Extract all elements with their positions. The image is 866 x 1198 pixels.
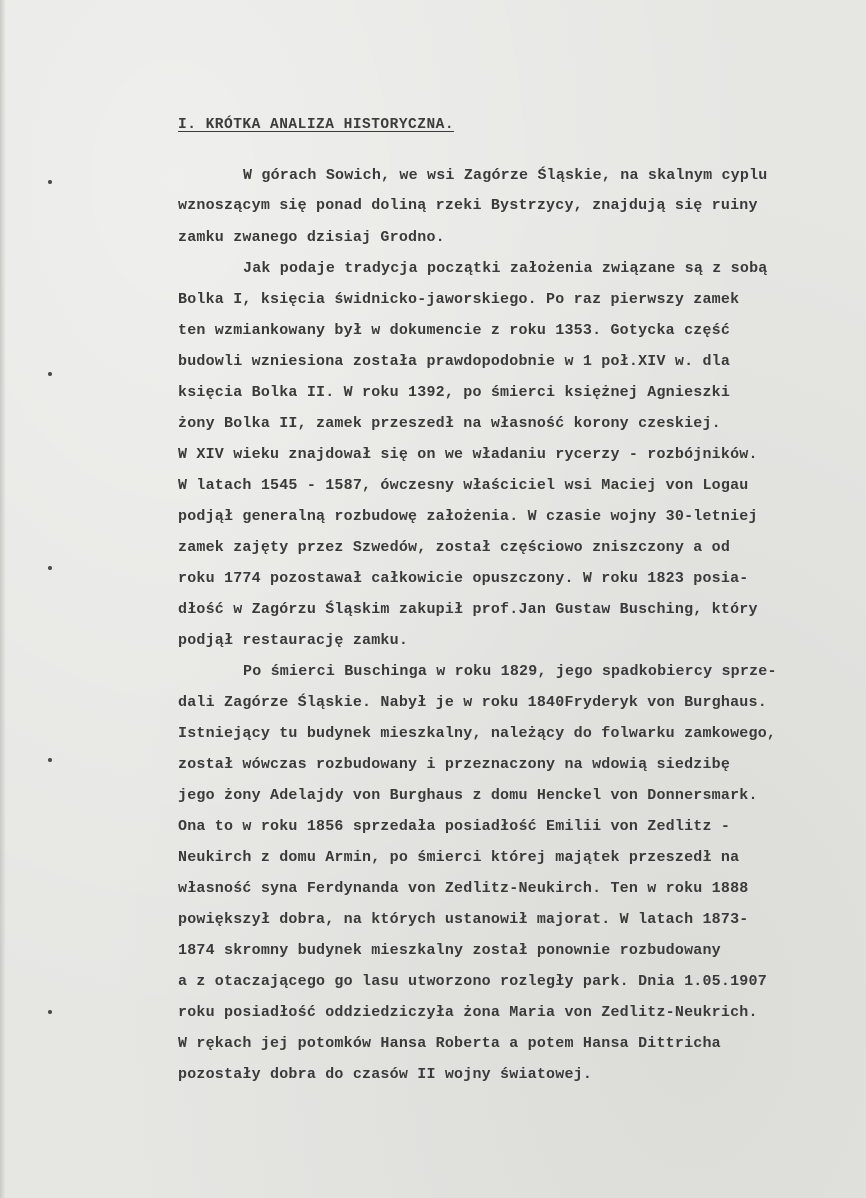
punch-mark (48, 180, 52, 184)
text-line: zamku zwanego dzisiaj Grodno. (178, 229, 445, 246)
text-line: zamek zajęty przez Szwedów, został częściowo zniszczony a od (178, 539, 731, 556)
text-line: podjął generalną rozbudowę założenia. W czasie wojny 30-letniej (178, 508, 758, 525)
text-line: podjął restaurację zamku. (178, 632, 409, 649)
text-line: W XIV wieku znajdował się on we władaniu rycerzy - rozbójników. (178, 446, 758, 463)
text-line: własność syna Ferdynanda von Zedlitz-Neukirch. Ten w roku 1888 (178, 880, 749, 897)
punch-mark (48, 1010, 52, 1014)
text-line: żony Bolka II, zamek przeszedł na własność korony czeskiej. (178, 415, 721, 432)
text-line: pozostały dobra do czasów II wojny światowej. (178, 1066, 593, 1083)
text-line: W rękach jej potomków Hansa Roberta a potem Hansa Dittricha (178, 1035, 721, 1052)
punch-mark (48, 566, 52, 570)
text-line: Neukirch z domu Armin, po śmierci której majątek przeszedł na (178, 849, 740, 866)
punch-mark (48, 758, 52, 762)
text-line: roku 1774 pozostawał całkowicie opuszczony. W roku 1823 posia- (178, 570, 749, 587)
text-line: W latach 1545 - 1587, ówczesny właściciel wsi Maciej von Logau (178, 477, 749, 494)
text-line: Istniejący tu budynek mieszkalny, należący do folwarku zamkowego, (178, 725, 777, 742)
text-line: W górach Sowich, we wsi Zagórze Śląskie, na skalnym cyplu (243, 167, 768, 184)
section-heading: I. KRÓTKA ANALIZA HISTORYCZNA. (178, 117, 455, 133)
text-line: Jak podaje tradycja początki założenia związane są z sobą (243, 260, 768, 277)
text-line: Bolka I, księcia świdnicko-jaworskiego. Po raz pierwszy zamek (178, 291, 740, 308)
text-line: Po śmierci Buschinga w roku 1829, jego spadkobiercy sprze- (243, 663, 777, 680)
text-line: budowli wzniesiona została prawdopodobnie w 1 poł.XIV w. dla (178, 353, 731, 370)
page-edge-shadow (0, 0, 6, 1198)
text-line: ten wzmiankowany był w dokumencie z roku 1353. Gotycka część (178, 322, 731, 339)
text-line: dłość w Zagórzu Śląskim zakupił prof.Jan Gustaw Busching, który (178, 601, 758, 618)
text-line: a z otaczającego go lasu utworzono rozległy park. Dnia 1.05.1907 (178, 973, 767, 990)
text-line: dali Zagórze Śląskie. Nabył je w roku 1840Fryderyk von Burghaus. (178, 694, 767, 711)
text-line: wznoszącym się ponad doliną rzeki Bystrzycy, znajdują się ruiny (178, 197, 758, 214)
text-line: roku posiadłość oddziedziczyła żona Maria von Zedlitz-Neukrich. (178, 1004, 758, 1021)
text-line: 1874 skromny budynek mieszkalny został ponownie rozbudowany (178, 942, 721, 959)
text-line: księcia Bolka II. W roku 1392, po śmierci księżnej Agnieszki (178, 384, 731, 401)
text-line: powiększył dobra, na których ustanowił majorat. W latach 1873- (178, 911, 749, 928)
text-line: został wówczas rozbudowany i przeznaczony na wdowią siedzibę (178, 756, 731, 773)
text-line: Ona to w roku 1856 sprzedała posiadłość Emilii von Zedlitz - (178, 818, 731, 835)
text-line: jego żony Adelajdy von Burghaus z domu Henckel von Donnersmark. (178, 787, 758, 804)
punch-mark (48, 372, 52, 376)
